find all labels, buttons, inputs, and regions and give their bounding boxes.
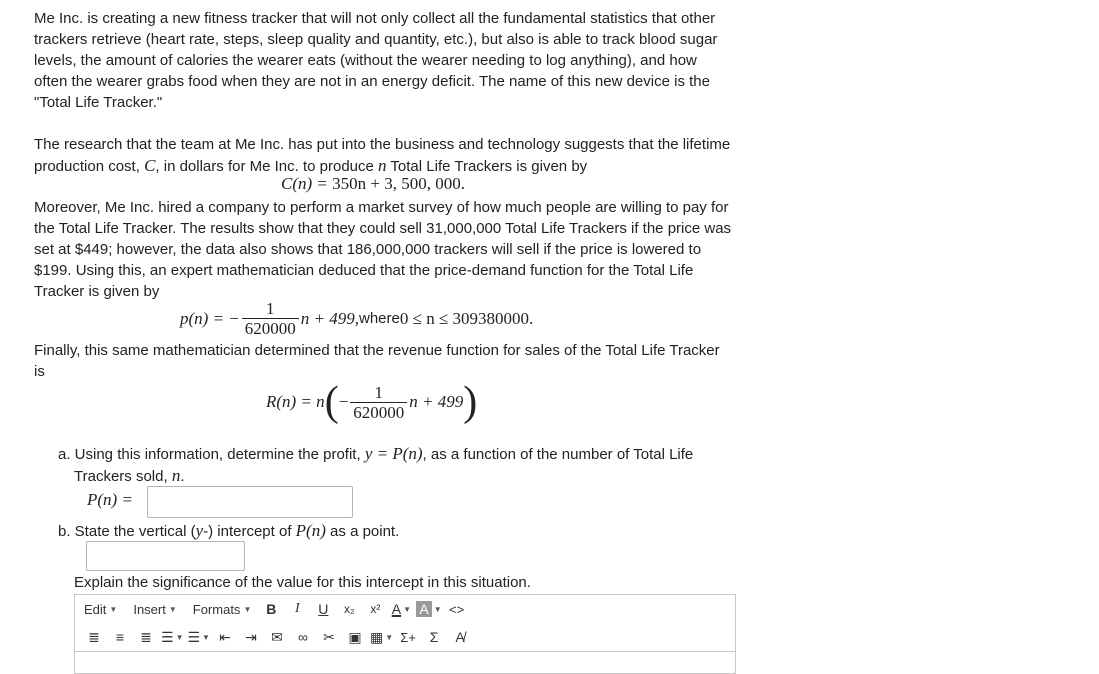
price-fraction-denominator: 620000: [242, 318, 299, 338]
market-paragraph: [34, 197, 734, 302]
caret-down-icon: ▼: [175, 632, 184, 642]
price-fraction-numerator: 1: [266, 299, 275, 318]
market-text: Moreover, Me Inc. hired a company to perform a market survey of how much people are willing to pay for the Total Life Tracker. The results show that they could sell 31,000,000 Total Life Trackers if the price was set at $449; however, the data also shows that 186,000,000 trackers will sell if the price is lowered to $199. Using this, an expert mathematician deduced that the price-demand function for the Total Life Tracker is given by: [34, 199, 732, 300]
menu-insert[interactable]: [133, 602, 176, 617]
align-left-button[interactable]: ≣: [88, 628, 100, 645]
indent-button[interactable]: ⇥: [245, 628, 257, 645]
font-color-button[interactable]: [390, 598, 412, 620]
subscript-button[interactable]: x₂: [344, 602, 355, 616]
revenue-function-rest: n + 499: [409, 392, 464, 411]
left-paren: (: [324, 379, 339, 425]
part-b-text-1: b. State the vertical (: [58, 523, 196, 540]
caret-down-icon: ▼: [403, 604, 411, 614]
part-a-var: n: [171, 466, 181, 485]
intercept-input[interactable]: [86, 541, 245, 571]
align-center-button[interactable]: ≡: [115, 629, 125, 645]
editor-menubar: [75, 595, 735, 623]
part-b-y: y: [195, 521, 204, 540]
bullet-list-button[interactable]: [161, 626, 183, 648]
revenue-function: [266, 381, 477, 423]
revenue-function-lhs: R(n) = n: [266, 392, 325, 411]
revenue-text: Finally, this same mathematician determined that the revenue function for sales of the Total Life Tracker is: [34, 342, 720, 380]
caret-down-icon: ▼: [168, 604, 177, 614]
menu-insert-label: Insert: [133, 601, 166, 617]
caret-down-icon: ▼: [243, 604, 252, 614]
attach-button[interactable]: ✉: [271, 628, 283, 645]
bullet-list-icon: ☰: [161, 628, 174, 645]
menu-formats-label: Formats: [192, 601, 241, 617]
unlink-button[interactable]: ✂: [323, 628, 335, 645]
explain-prompt: [74, 572, 774, 593]
part-b-expr: P(n): [295, 521, 326, 540]
insert-equation-button[interactable]: Σ+: [400, 629, 416, 645]
align-right-button[interactable]: ≣: [140, 628, 152, 645]
bold-button[interactable]: B: [266, 601, 277, 617]
part-b-text-3: as a point.: [325, 523, 400, 540]
revenue-minus: −: [338, 392, 349, 411]
caret-down-icon: ▼: [202, 632, 210, 642]
profit-label: P(n) =: [87, 490, 133, 509]
rich-text-editor[interactable]: [74, 594, 736, 674]
font-color-icon: A: [391, 601, 402, 617]
part-b-question: [58, 520, 758, 542]
part-a-text-1: a. Using this information, determine the profit,: [58, 446, 365, 463]
background-color-button[interactable]: [416, 598, 441, 620]
part-a-question: [58, 443, 744, 487]
part-a-text-3: .: [180, 468, 185, 485]
underline-button[interactable]: U: [318, 601, 329, 617]
cost-symbol: C: [144, 156, 156, 175]
superscript-button[interactable]: x²: [370, 602, 381, 616]
cost-function-lhs: C(n) =: [281, 174, 333, 193]
editor-toolbar: [75, 623, 735, 652]
n-symbol: n: [378, 156, 387, 175]
cost-paragraph: [34, 134, 734, 177]
price-fraction: [242, 299, 299, 338]
equation-button[interactable]: Σ: [429, 629, 439, 645]
caret-down-icon: ▼: [433, 604, 442, 614]
numbered-list-button[interactable]: [187, 626, 209, 648]
revenue-paragraph: [34, 340, 734, 382]
intro-text: Me Inc. is creating a new fitness tracker that will not only collect all the fundamental statistics that other trackers retrieve (heart rate, steps, sleep quality and quantity, etc.), but also is able to track blood sugar levels, the amount of calories the wearer eats (without the wearer needing to log anything), and how often the wearer grabs food when they are not in an energy deficit. The name of this new device is the "Total Life Tracker.": [34, 10, 718, 111]
price-domain: 0 ≤ n ≤ 309380000.: [399, 308, 534, 328]
cost-text-a: The research that the team at Me Inc. has put into the business and technology suggests that the lifetime production cost,: [34, 136, 731, 175]
price-where: where: [359, 310, 400, 327]
caret-down-icon: ▼: [385, 632, 394, 642]
price-function-lhs: p(n) = −: [180, 308, 240, 328]
outdent-button[interactable]: ⇤: [219, 628, 231, 645]
table-icon: ▦: [369, 628, 384, 645]
revenue-fraction: [350, 383, 407, 422]
menu-formats[interactable]: [193, 602, 252, 617]
image-button[interactable]: ▣: [348, 628, 362, 645]
part-a-text-2: , as a function of the number of Total Life Trackers sold,: [74, 446, 694, 485]
background-color-icon: A: [416, 601, 431, 617]
cost-function: [281, 174, 465, 194]
link-button[interactable]: ∞: [297, 629, 308, 645]
explain-text: Explain the significance of the value for this intercept in this situation.: [74, 574, 531, 591]
profit-input[interactable]: [147, 486, 353, 518]
caret-down-icon: ▼: [109, 604, 118, 614]
cost-text-c: Total Life Trackers is given by: [386, 158, 588, 175]
cost-function-rhs: 350n + 3, 500, 000.: [332, 174, 465, 193]
revenue-fraction-numerator: 1: [374, 382, 384, 402]
revenue-fraction-denominator: 620000: [350, 402, 407, 422]
spellcheck-button[interactable]: A̸: [455, 629, 465, 645]
table-button[interactable]: [370, 626, 393, 648]
price-function-rest: n + 499,: [300, 308, 359, 328]
intro-paragraph: [34, 8, 734, 113]
part-b-text-2: -) intercept of: [203, 523, 296, 540]
italic-button[interactable]: I: [295, 601, 300, 616]
code-button[interactable]: <>: [449, 601, 465, 617]
menu-edit-label: Edit: [84, 601, 107, 617]
numbered-list-icon: ☰: [187, 628, 201, 645]
right-paren: ): [463, 379, 478, 425]
price-function: [180, 299, 533, 338]
menu-edit[interactable]: [84, 602, 117, 617]
cost-text-b: , in dollars for Me Inc. to produce: [155, 158, 379, 175]
part-a-expr: y = P(n): [364, 444, 423, 463]
